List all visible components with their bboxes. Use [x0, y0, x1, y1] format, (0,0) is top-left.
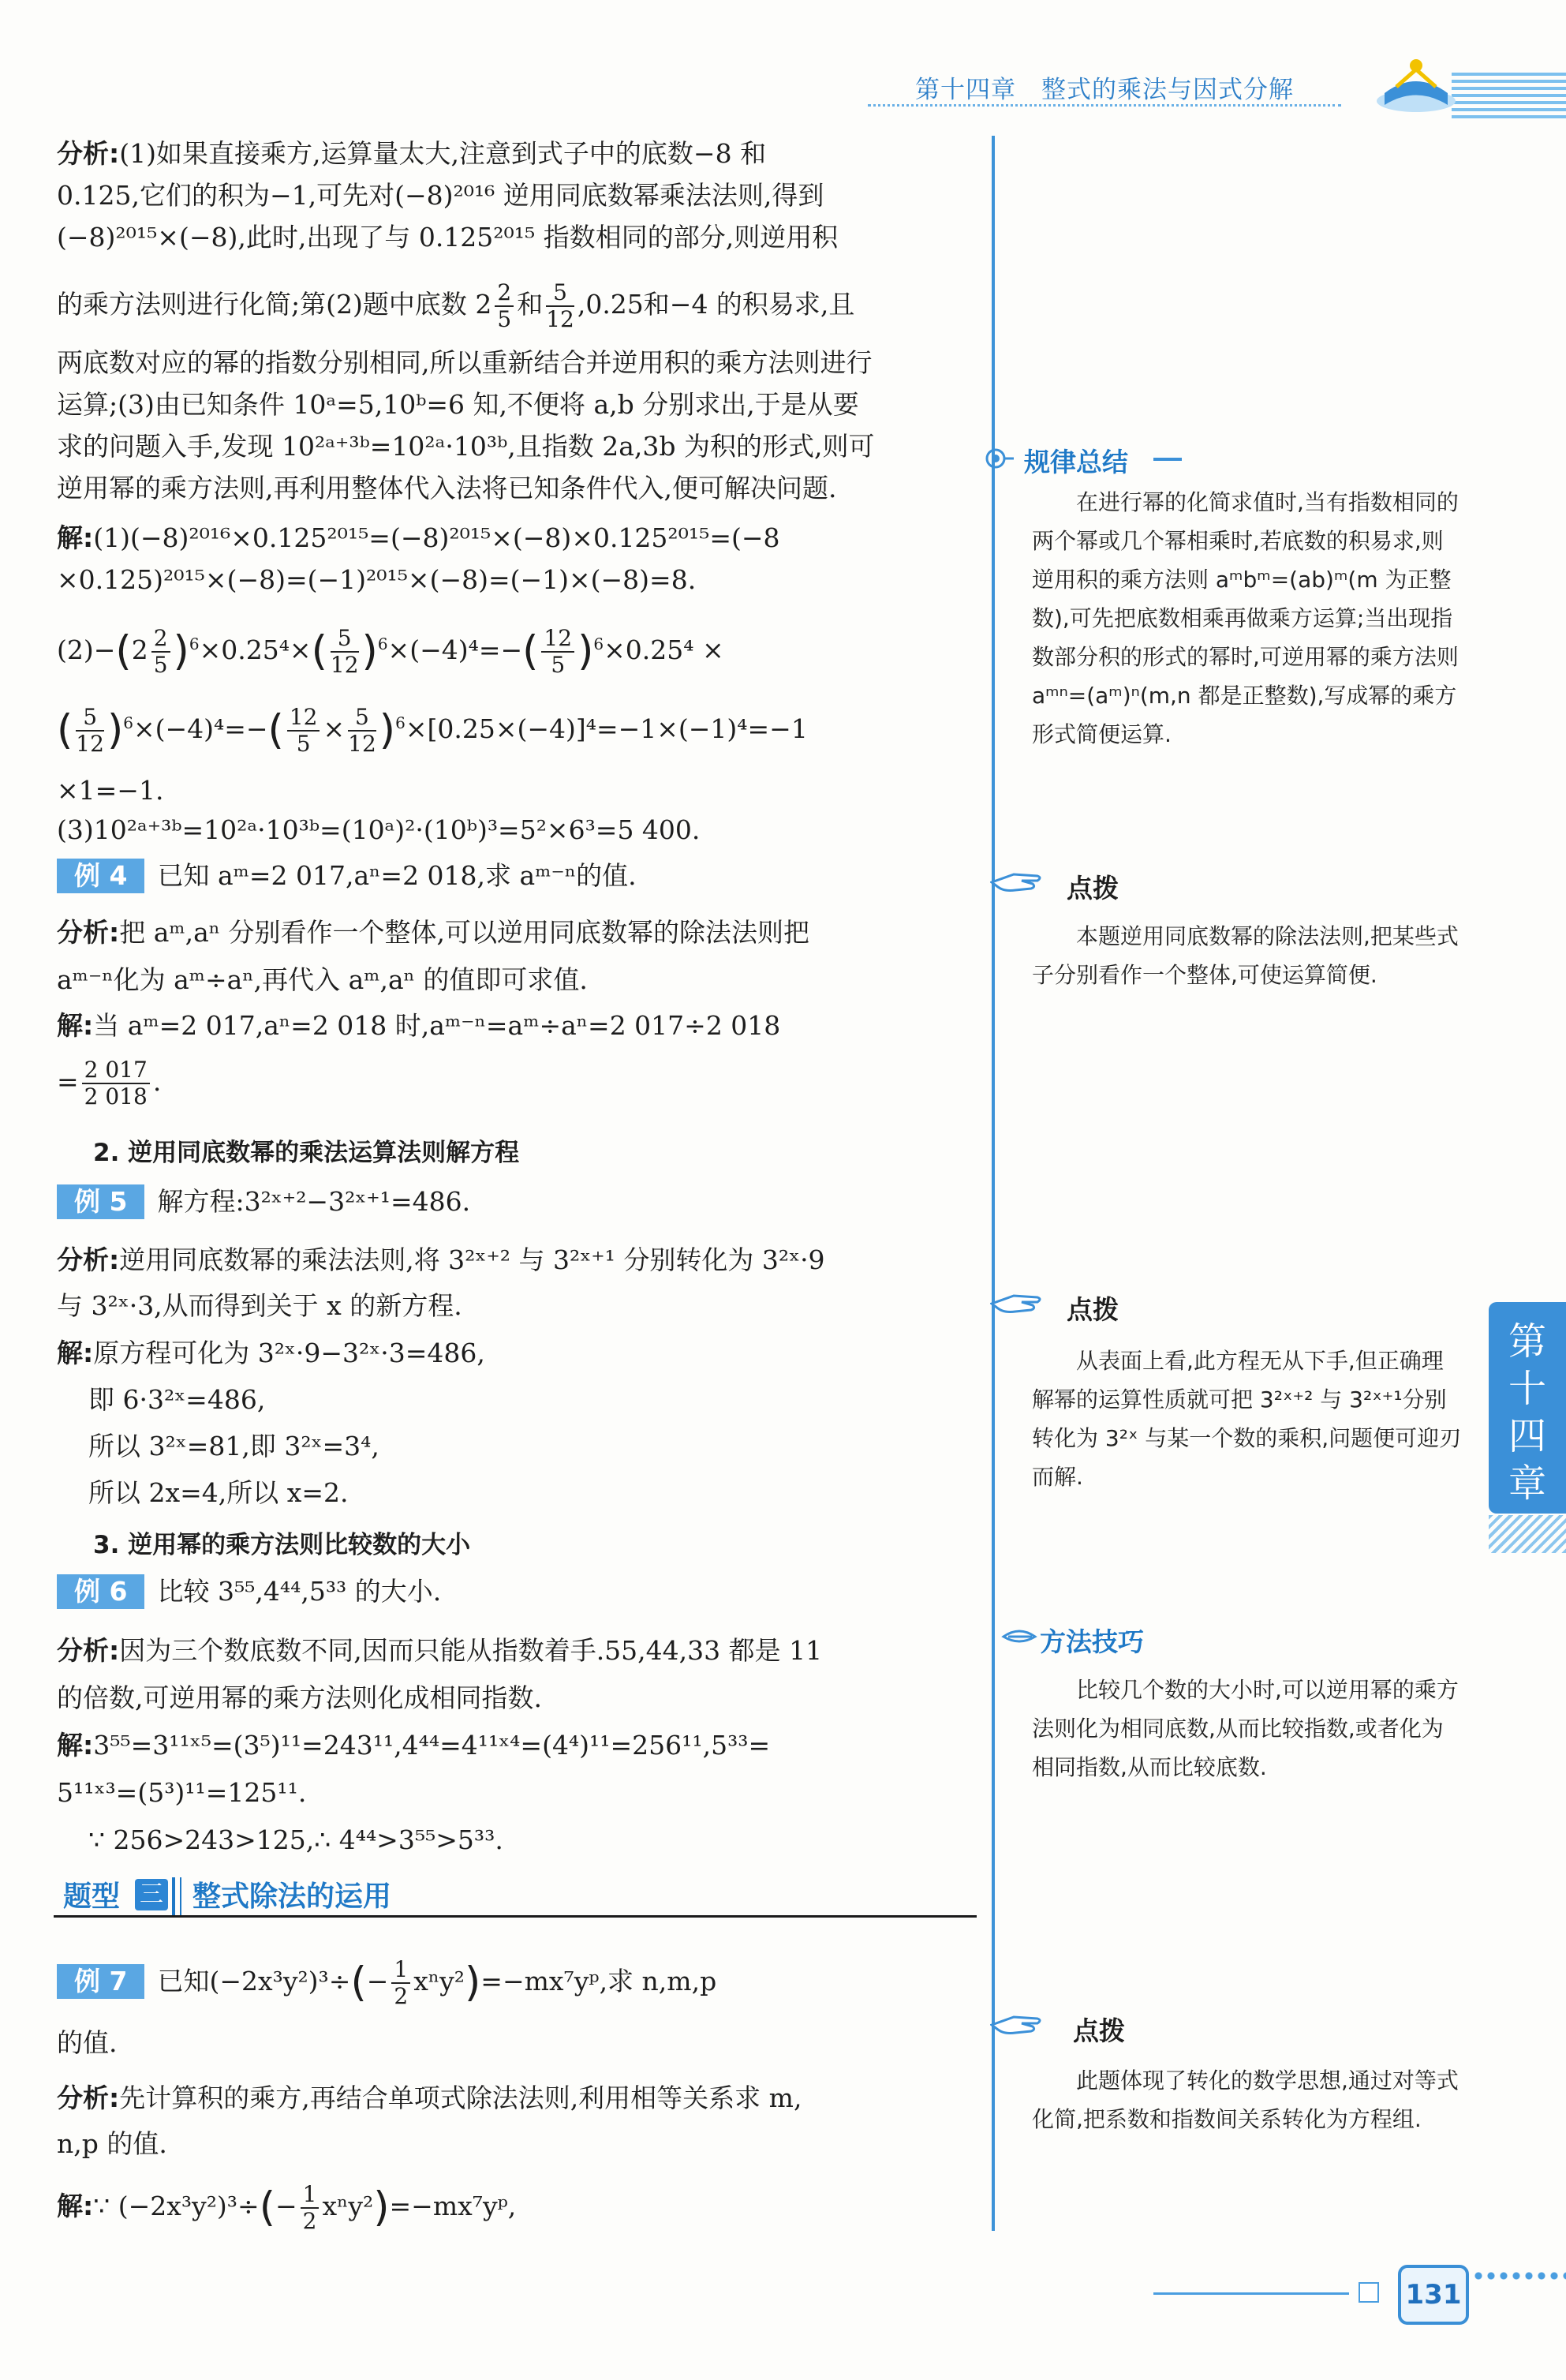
numerator: 5 — [331, 626, 359, 653]
analysis-line: 逆用幂的乘方法则,再利用整体代入法将已知条件代入,便可解决问题. — [57, 473, 837, 503]
fraction-five-twelfths — [331, 626, 359, 678]
analysis-line: 与 3²ˣ·3,从而得到关于 x 的新方程. — [57, 1290, 462, 1321]
fraction-five-twelfths — [546, 280, 574, 332]
exponent: 6 — [123, 713, 133, 732]
solution-text: ×0.25⁴ × — [604, 634, 724, 665]
analysis-text: 先计算积的乘方,再结合单项式除法法则,利用相等关系求 m, — [119, 2082, 802, 2113]
fraction-five-twelfths — [348, 705, 376, 757]
pointing-hand-icon — [990, 2009, 1045, 2041]
denominator: 5 — [153, 652, 168, 678]
solution-label: 解: — [57, 1338, 94, 1368]
banner-bar — [172, 1877, 175, 1915]
analysis-label: 分析: — [57, 2082, 120, 2113]
example-4-analysis — [57, 911, 976, 953]
solution-label: 解: — [57, 1730, 94, 1761]
denominator: 5 — [497, 306, 512, 332]
exponent: 6 — [189, 634, 200, 653]
fraction-five-twelfths — [76, 705, 104, 757]
numerator: 5 — [546, 280, 574, 307]
paren: ( — [311, 627, 327, 675]
analysis-line: 求的问题入手,发现 10²ᵃ⁺³ᵇ=10²ᵃ·10³ᵇ,且指数 2a,3b 为积的形式,则可 — [57, 431, 875, 462]
solution-2-line: ( $\frac{5}{12}$ )$^6$×(−4)⁴=−( $\frac{12}{5}$ × $\frac{5}{12}$ )$^6$×[0.25×(−4)]⁴=−1×(−1)⁴=−1 — [57, 704, 808, 757]
paren: ) — [577, 627, 594, 675]
pointing-hand-icon — [990, 1288, 1045, 1319]
solution-label: 解: — [57, 522, 94, 553]
solution-text: 当 aᵐ=2 017,aⁿ=2 018 时,aᵐ⁻ⁿ=aᵐ÷aⁿ=2 017÷2 018 — [93, 1010, 781, 1041]
example-text: 解方程:3²ˣ⁺²−3²ˣ⁺¹=486. — [157, 1186, 471, 1217]
paren: ) — [361, 627, 378, 675]
analysis-line-with-fractions — [57, 280, 976, 332]
solution-text: ×(−4)⁴=− — [387, 634, 523, 665]
denominator: 2 — [394, 1983, 409, 2009]
solution-text: ×(−4)⁴=− — [133, 713, 268, 744]
example-text: =−mx⁷yᵖ,求 n,m,p — [480, 1966, 717, 1996]
solution-2-line: (2)−(2 $\frac{2}{5}$ )$^6$×0.25⁴×( $\frac{5}{12}$ )$^6$×(−4)⁴=−( $\frac{12}{5}$ )$^6$×0.25⁴ × — [57, 625, 724, 678]
example-text: 比较 3⁵⁵,4⁴⁴,5³³ 的大小. — [157, 1576, 442, 1607]
page-number: 131 — [1398, 2265, 1469, 2325]
analysis-1 — [57, 133, 976, 174]
fraction-result — [82, 1057, 150, 1110]
analysis-label: 分析: — [57, 1635, 120, 1666]
analysis-text: ,0.25和−4 的积易求,且 — [577, 289, 855, 320]
example-4 — [57, 855, 976, 896]
numerator: 1 — [391, 1957, 410, 1984]
analysis-text: 和 — [517, 289, 544, 320]
paren: ( — [350, 1959, 367, 2007]
denominator: 12 — [76, 731, 104, 757]
fraction-two-fifths — [151, 626, 170, 678]
header-stripes — [1452, 73, 1566, 118]
example-5 — [57, 1181, 976, 1222]
header-dotted-rule — [868, 104, 1341, 107]
example-7 — [57, 1957, 976, 2009]
solution-text: 3⁵⁵=3¹¹ˣ⁵=(3⁵)¹¹=243¹¹,4⁴⁴=4¹¹ˣ⁴=(4⁴)¹¹=256¹¹,5³³= — [93, 1730, 771, 1761]
example-7-line: 的值. — [57, 2027, 118, 2058]
solution-3-line: (3)10²ᵃ⁺³ᵇ=10²ᵃ·10³ᵇ=(10ᵃ)²·(10ᵇ)³=5²×6³=5 400. — [57, 814, 701, 845]
sidebar-text-tip: 此题体现了转化的数学思想,通过对等式化简,把系数和指数间关系转化为方程组. — [1032, 2068, 1459, 2132]
numerator: 5 — [76, 705, 104, 732]
example-5-analysis — [57, 1239, 976, 1281]
exponent: 6 — [377, 634, 388, 653]
denominator: 2 018 — [84, 1083, 148, 1110]
paren: ( — [115, 627, 132, 675]
solution-line: 所以 3²ˣ=81,即 3²ˣ=3⁴, — [88, 1431, 379, 1461]
minus: − — [275, 2191, 297, 2221]
denominator: 5 — [551, 652, 566, 678]
minus: − — [366, 1966, 389, 1996]
solution-line: 即 6·3²ˣ=486, — [88, 1384, 266, 1415]
example-tag: 例 4 — [57, 859, 144, 893]
denominator: 5 — [296, 731, 311, 757]
exponent: 6 — [395, 713, 406, 732]
sidebar-heading-tip: 点拨 — [1067, 873, 1119, 904]
paren: ) — [107, 706, 124, 754]
subheading-3: 3. 逆用幂的乘方法则比较数的大小 — [93, 1531, 471, 1559]
example-tag: 例 6 — [57, 1574, 144, 1609]
banner-bar — [180, 1877, 181, 1915]
fraction-twelve-fifths — [287, 705, 320, 757]
analysis-label: 分析: — [57, 1244, 120, 1275]
paren: ( — [267, 706, 284, 754]
period: . — [152, 1066, 162, 1097]
sidebar-heading-tip: 点拨 — [1073, 2015, 1125, 2046]
target-bullet-icon — [982, 447, 1014, 470]
solution-text: ∵ (−2x³y²)³÷ — [93, 2191, 260, 2221]
denominator: 12 — [348, 731, 376, 757]
subheading-2: 2. 逆用同底数幂的乘法运算法则解方程 — [93, 1139, 520, 1167]
example-6 — [57, 1570, 976, 1612]
fraction-twelve-fifths — [541, 626, 574, 678]
analysis-text: 的乘方法则进行化简;第(2)题中底数 2 — [57, 289, 492, 320]
fraction-one-half — [301, 2182, 320, 2234]
example-6-analysis — [57, 1630, 976, 1671]
equals: = — [57, 1066, 79, 1097]
numerator: 12 — [541, 626, 574, 653]
numerator: 2 017 — [82, 1057, 150, 1084]
chapter-tab-label: 第十四章 — [1508, 1319, 1546, 1506]
numerator: 2 — [151, 626, 170, 653]
pen-icon — [1000, 1624, 1038, 1648]
fraction-one-half — [391, 1957, 410, 2009]
solution-line: ∵ 256>243>125,∴ 4⁴⁴>3⁵⁵>5³³. — [88, 1824, 503, 1855]
analysis-text: 逆用同底数幂的乘法法则,将 3²ˣ⁺² 与 3²ˣ⁺¹ 分别转化为 3²ˣ·9 — [119, 1244, 825, 1275]
solution-text: 原方程可化为 3²ˣ·9−3²ˣ·3=486, — [93, 1338, 485, 1368]
analysis-text: 把 aᵐ,aⁿ 分别看作一个整体,可以逆用同底数幂的除法法则把 — [119, 917, 810, 948]
example-text: xⁿy² — [413, 1966, 465, 1996]
solution-label: 解: — [57, 2191, 94, 2221]
footer-dots — [1472, 2271, 1566, 2281]
book-emblem-icon — [1369, 46, 1463, 125]
paren: ) — [373, 2184, 390, 2232]
paren: ( — [259, 2184, 275, 2232]
solution-label: 解: — [57, 1010, 94, 1041]
denominator: 2 — [302, 2208, 317, 2234]
chapter-tab — [1489, 1302, 1566, 1514]
paren: ( — [522, 627, 539, 675]
example-tag: 例 5 — [57, 1184, 144, 1219]
heading-underline — [1153, 458, 1182, 461]
example-text: 已知(−2x³y²)³÷ — [157, 1966, 351, 1996]
sidebar-heading-method: 方法技巧 — [1040, 1626, 1144, 1657]
analysis-line: 运算;(3)由已知条件 10ᵃ=5,10ᵇ=6 知,不便将 a,b 分别求出,于是从要 — [57, 389, 859, 420]
analysis-line: 的倍数,可逆用幂的乘方法则化成相同指数. — [57, 1682, 542, 1713]
sidebar-text-tip: 从表面上看,此方程无从下手,但正确理解幂的运算性质就可把 3²ˣ⁺² 与 3²ˣ⁺¹分别转化为 3²ˣ 与某一个数的乘积,问题便可迎刃而解. — [1032, 1348, 1462, 1490]
solution-text: ×0.25⁴× — [199, 634, 312, 665]
chapter-tab-stripes — [1489, 1515, 1566, 1553]
paren: ( — [57, 706, 73, 754]
numerator: 12 — [287, 705, 320, 732]
solution-text: =−mx⁷yᵖ, — [389, 2191, 517, 2221]
numerator: 1 — [301, 2182, 320, 2209]
numerator: 2 — [495, 280, 514, 307]
analysis-line: n,p 的值. — [57, 2128, 167, 2159]
solution-text: xⁿy² — [322, 2191, 374, 2221]
solution-1-line: ×0.125)²⁰¹⁵×(−8)=(−1)²⁰¹⁵×(−8)=(−1)×(−8)=8. — [57, 564, 697, 595]
solution-text: (2)− — [57, 634, 116, 665]
example-6-solution — [57, 1724, 976, 1766]
sidebar-heading-rule: 规律总结 — [1024, 447, 1128, 477]
paren: ) — [379, 706, 396, 754]
analysis-line: 0.125,它们的积为−1,可先对(−8)²⁰¹⁶ 逆用同底数幂乘法法则,得到 — [57, 180, 824, 211]
solution-line: 5¹¹ˣ³=(5³)¹¹=125¹¹. — [57, 1777, 307, 1808]
section-label: 题型 — [63, 1880, 121, 1913]
numerator: 5 — [348, 705, 376, 732]
example-4-solution — [57, 1005, 976, 1046]
analysis-label: 分析: — [57, 138, 120, 169]
analysis-line: 两底数对应的幂的指数分别相同,所以重新结合并逆用积的乘方法则进行 — [57, 347, 873, 378]
example-text: 已知 aᵐ=2 017,aⁿ=2 018,求 aᵐ⁻ⁿ的值. — [157, 860, 637, 891]
denominator: 12 — [330, 652, 359, 678]
fraction-two-fifths — [495, 280, 514, 332]
footer-rule — [1153, 2292, 1349, 2295]
paren: ) — [173, 627, 189, 675]
example-tag: 例 7 — [57, 1964, 144, 1999]
paren: ) — [465, 1959, 481, 2007]
section-banner — [54, 1874, 977, 1918]
sidebar-text-rule: 在进行幂的化简求值时,当有指数相同的两个幂或几个幂相乘时,若底数的积易求,则逆用积的乘方法则 aᵐbᵐ=(ab)ᵐ(m 为正整数),可先把底数相乘再做乘方运算;当出现指数部分积的形式的幂时,可逆用幂的乘方法则 aᵐⁿ=(aᵐ)ⁿ(m,n 都是正整数),写成幂的乘方形式简便运算. — [1032, 489, 1459, 747]
footer-square — [1359, 2282, 1379, 2303]
example-7-analysis — [57, 2077, 976, 2119]
solution-2-line: ×1=−1. — [57, 775, 164, 806]
analysis-line: (−8)²⁰¹⁵×(−8),此时,出现了与 0.125²⁰¹⁵ 指数相同的部分,则逆用积 — [57, 222, 839, 253]
section-title: 整式除法的运用 — [192, 1880, 392, 1913]
sidebar-text-method: 比较几个数的大小时,可以逆用幂的乘方法则化为相同底数,从而比较指数,或者化为相同指数,从而比较底数. — [1032, 1677, 1459, 1780]
pointing-hand-icon — [990, 866, 1045, 898]
analysis-text: 因为三个数底数不同,因而只能从指数着手.55,44,33 都是 11 — [119, 1635, 823, 1666]
denominator: 12 — [546, 306, 574, 332]
analysis-line: aᵐ⁻ⁿ化为 aᵐ÷aⁿ,再代入 aᵐ,aⁿ 的值即可求值. — [57, 964, 588, 995]
solution-line: 所以 2x=4,所以 x=2. — [88, 1477, 349, 1508]
example-5-solution — [57, 1332, 976, 1374]
solution-text: ×[0.25×(−4)]⁴=−1×(−1)⁴=−1 — [405, 713, 808, 744]
solution-1-line — [57, 517, 976, 559]
analysis-label: 分析: — [57, 917, 120, 948]
exponent: 6 — [593, 634, 604, 653]
solution-text: (1)(−8)²⁰¹⁶×0.125²⁰¹⁵=(−8)²⁰¹⁵×(−8)×0.125²⁰¹⁵=(−8 — [93, 522, 780, 553]
section-number: 三 — [135, 1879, 168, 1910]
example-4-result — [57, 1057, 976, 1110]
sidebar-heading-tip: 点拨 — [1067, 1294, 1119, 1325]
running-header-title: 第十四章 整式的乘法与因式分解 — [915, 76, 1294, 104]
example-7-solution — [57, 2182, 976, 2234]
analysis-line: (1)如果直接乘方,运算量太大,注意到式子中的底数−8 和 — [119, 138, 767, 169]
sidebar-text-tip: 本题逆用同底数幂的除法法则,把某些式子分别看作一个整体,可使运算简便. — [1032, 923, 1459, 988]
